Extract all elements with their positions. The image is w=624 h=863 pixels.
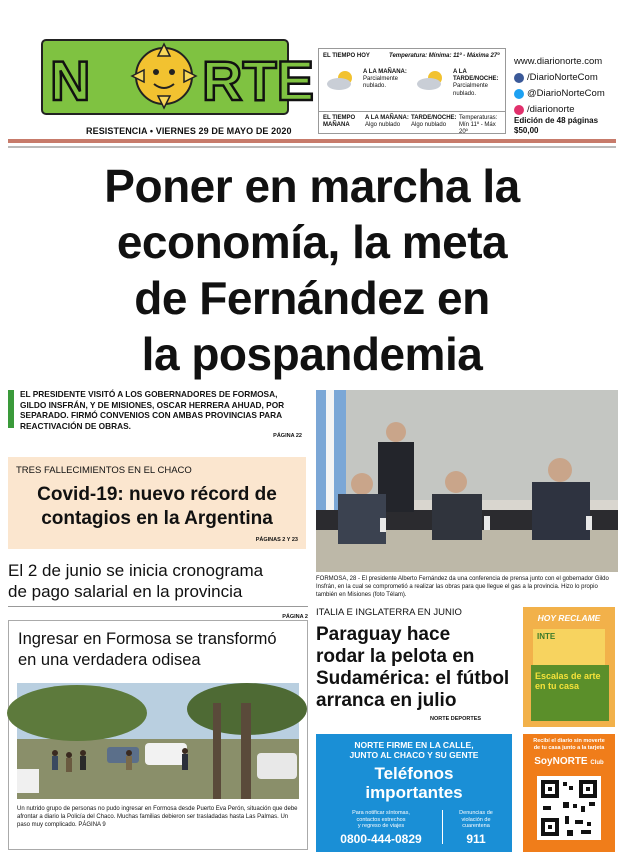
covid-title: Covid-19: nuevo récord de contagios en la Argentina bbox=[37, 484, 277, 529]
web-link[interactable]: www.diarionorte.com bbox=[514, 56, 603, 67]
weather-morning: A LA MAÑANA: Parcialmente nublado. bbox=[363, 69, 407, 90]
reclame-label: HOY RECLAME bbox=[537, 613, 601, 623]
covid-kicker: TRES FALLECIMIENTOS EN EL CHACO bbox=[16, 465, 192, 476]
masthead-rule bbox=[8, 139, 616, 143]
page-ref: PÁGINA 22 bbox=[273, 433, 302, 439]
weather-tm-temp: Temperaturas: Mín 11º - Máx 20º bbox=[459, 115, 498, 136]
soynorte-brand: SoyNORTE Club bbox=[534, 756, 604, 767]
qr-code-icon[interactable] bbox=[537, 776, 601, 840]
instagram-link[interactable]: /diarionorte bbox=[514, 102, 618, 118]
sports-section-ref: NORTE DEPORTES bbox=[430, 716, 482, 722]
reclame-magazine: INTE bbox=[533, 629, 605, 669]
phones-subtitle: NORTE FIRME EN LA CALLE, JUNTO AL CHACO Y SU GENTE bbox=[349, 740, 479, 760]
president-photo[interactable] bbox=[316, 390, 618, 572]
weather-tomorrow-label: EL TIEMPO MAÑANA bbox=[323, 115, 356, 129]
covid-story[interactable] bbox=[8, 457, 306, 549]
weather-tm-afternoon: TARDE/NOCHE: Algo nublado bbox=[411, 115, 457, 129]
formosa-photo[interactable] bbox=[17, 683, 299, 799]
phone-number-emergency[interactable]: 911 bbox=[466, 832, 486, 846]
formosa-story[interactable] bbox=[8, 620, 308, 850]
norte-logo bbox=[42, 38, 314, 116]
weather-today-label: EL TIEMPO HOY bbox=[323, 53, 370, 59]
sports-headline[interactable]: Paraguay hace rodar la pelota en Sudamérica: el fútbol arranca en julio bbox=[316, 624, 510, 711]
facebook-icon bbox=[514, 73, 524, 83]
weather-temp: Temperatura: Mínima: 11º - Máxima 27º bbox=[389, 53, 500, 59]
photo-caption: FORMOSA, 28 - El presidente Alberto Fernández da una conferencia de prensa junto con el gobernador Gildo Insfrán, en la cual se comprometió a realizar las obras para que llegue el gas a la provincia. Hizo lo propio también en Misiones (foto Télam). bbox=[316, 576, 609, 598]
formosa-caption: Un nutrido grupo de personas no pudo ingresar en Formosa desde Puerto Eva Perón, situación que debe afrontar a diario la Policía del Chaco. Muchas familias debieron ser trasladadas hasta Las Palmas. Un paso muy complicado. PÁGINA 9 bbox=[17, 806, 298, 828]
salary-story[interactable]: El 2 de junio se inicia cronograma de pago salarial en la provincia PÁGINA 2 bbox=[8, 560, 308, 628]
page-ref: PÁGINAS 2 Y 23 bbox=[255, 537, 298, 543]
partly-cloudy-icon bbox=[415, 69, 449, 91]
lead-accent-bar bbox=[8, 390, 14, 428]
weather-tm-morning: A LA MAÑANA: Algo nublado bbox=[365, 115, 409, 129]
edition-info: Edición de 48 páginas $50,00 bbox=[514, 116, 599, 135]
phones-title: Teléfonos importantes bbox=[365, 764, 463, 802]
lead-text: EL PRESIDENTE VISITÓ A LOS GOBERNADORES DE FORMOSA, GILDO INSFRÁN, Y DE MISIONES, OSCAR HERRERA AHUAD, POR SEPARADO. FIRMÓ CONVENIOS CON AMBAS PROVINCIAS PARA REACTIVACIÓN DE OBRAS. PÁGINA 22 bbox=[20, 389, 302, 442]
soynorte-ad[interactable] bbox=[523, 734, 615, 852]
reclame-cover: Escalas de arte en tu casa bbox=[531, 665, 609, 721]
phones-col2-label: Denuncias de violación de cuarentena bbox=[459, 810, 493, 829]
formosa-title: Ingresar en Formosa se transformó en una verdadera odisea bbox=[18, 630, 277, 669]
masthead-rule-thin bbox=[8, 146, 616, 148]
soynorte-text: Recibí el diario sin moverte de tu casa junto a la tarjeta bbox=[533, 738, 605, 751]
phone-number-symptoms[interactable]: 0800-444-0829 bbox=[340, 832, 422, 846]
phones-box bbox=[316, 734, 512, 852]
phones-col1-label: Para notificar síntomas, contactos estrechos y regreso de viajes bbox=[352, 810, 410, 829]
weather-divider bbox=[319, 111, 505, 112]
weather-afternoon: A LA TARDE/NOCHE: Parcialmente nublado. bbox=[453, 69, 499, 97]
twitter-icon bbox=[514, 89, 524, 99]
svg-text:RTE: RTE bbox=[202, 49, 314, 112]
dateline: RESISTENCIA • VIERNES 29 DE MAYO DE 2020 bbox=[86, 126, 292, 136]
main-headline[interactable]: Poner en marcha la economía, la meta de Fernández en la pospandemia bbox=[104, 160, 520, 380]
weather-box bbox=[318, 48, 506, 134]
partly-cloudy-icon bbox=[325, 69, 359, 91]
twitter-link[interactable]: @DiarioNorteCom bbox=[514, 86, 618, 102]
instagram-icon bbox=[514, 105, 524, 115]
reclame-ad[interactable] bbox=[523, 607, 615, 727]
svg-text:N: N bbox=[50, 49, 91, 112]
page-ref: PÁGINA 2 bbox=[282, 614, 308, 620]
sports-kicker: ITALIA E INGLATERRA EN JUNIO bbox=[316, 607, 462, 618]
facebook-link[interactable]: /DiarioNorteCom bbox=[514, 70, 618, 86]
social-links bbox=[514, 54, 618, 118]
phones-divider bbox=[442, 810, 443, 844]
